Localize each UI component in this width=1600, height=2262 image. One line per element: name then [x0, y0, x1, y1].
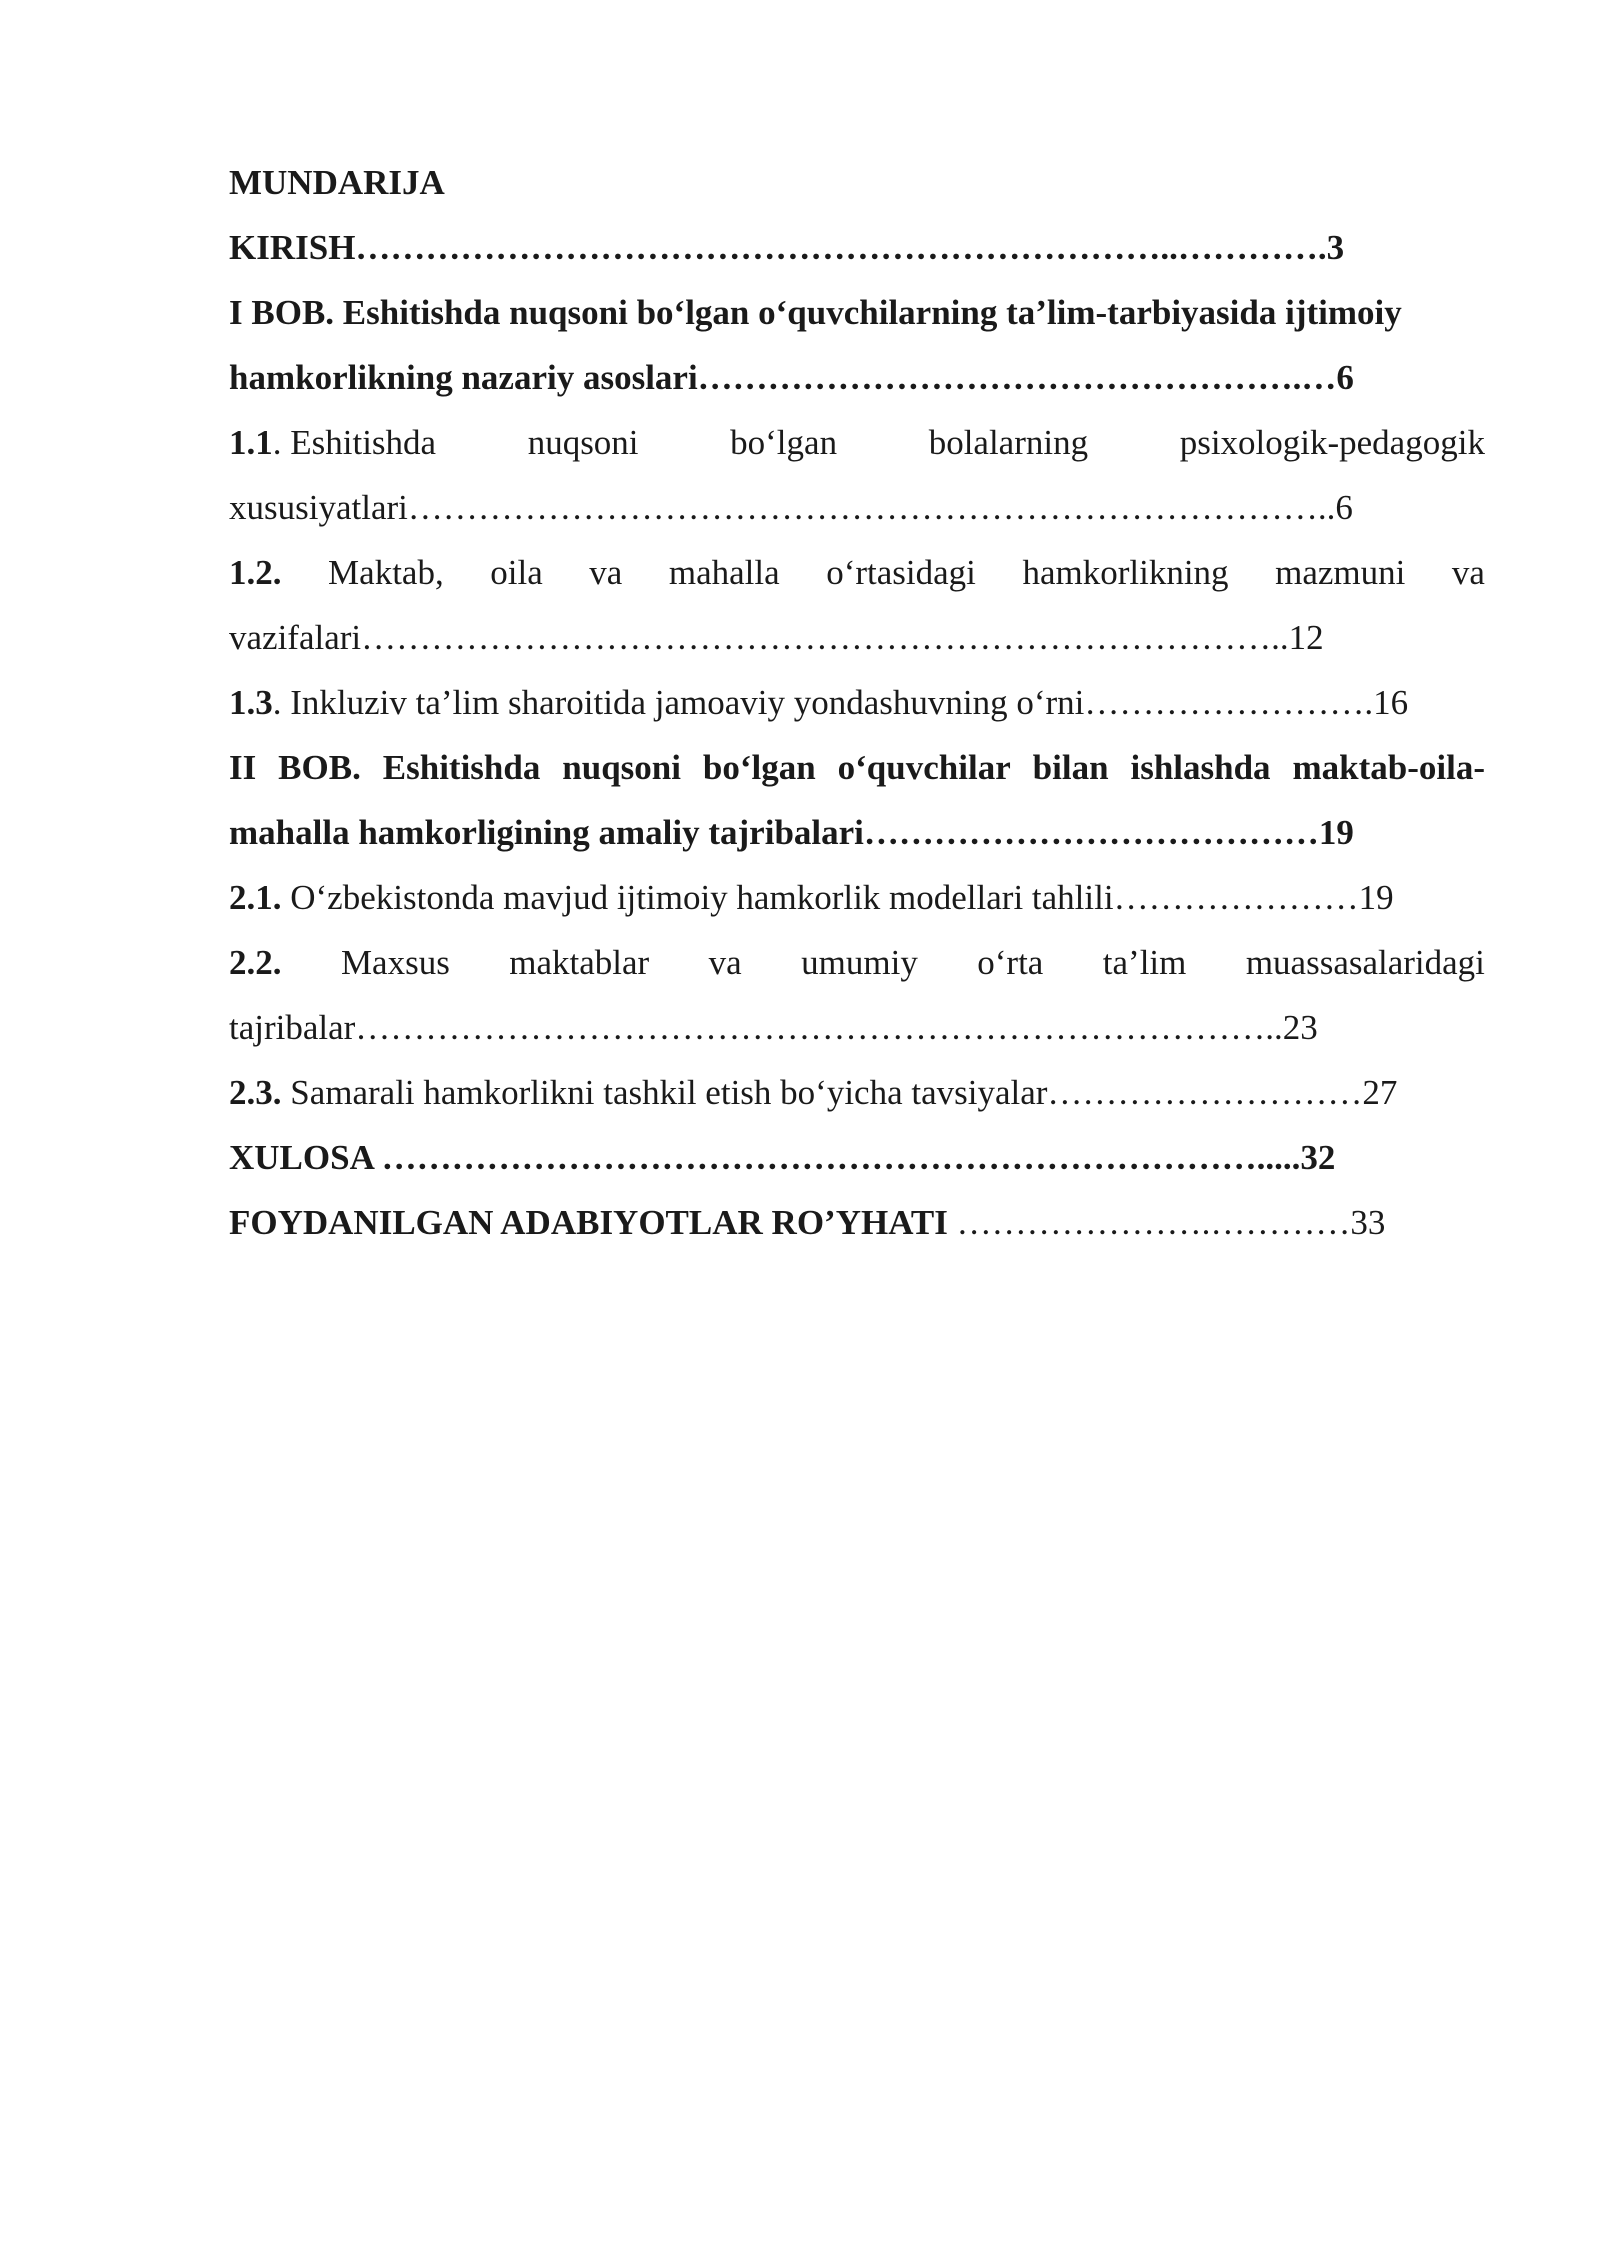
toc-entry-chapter-1-line-1: I BOB. Eshitishda nuqsoni bo‘lgan o‘quvchilarning ta’lim-tarbiyasida ijtimoiy — [229, 293, 1402, 332]
toc-entry-1-2-line-1: 1.2. Maktab, oila va mahalla o‘rtasidagi hamkorlikning mazmuni va — [229, 540, 1485, 605]
toc-entry-chapter-2-line-2: mahalla hamkorligining amaliy tajribalari…………………………………19 — [229, 813, 1354, 852]
section-number: 2.3. — [229, 1073, 282, 1112]
toc-entry-1-2-line-2: vazifalari……………………………………………………………………..12 — [229, 618, 1324, 657]
toc-entry-chapter-1-line-2: hamkorlikning nazariy asoslari…………………………………………….…6 — [229, 358, 1354, 397]
section-number: 1.2. — [229, 553, 282, 592]
table-of-contents — [229, 150, 1485, 1255]
toc-entry-1-1-line-1: 1.1. Eshitishda nuqsoni bo‘lgan bolalarning psixologik-pedagogik — [229, 423, 1485, 462]
toc-entry-2-2-line-1: 2.2. Maxsus maktablar va umumiy o‘rta ta’lim muassasalaridagi — [229, 930, 1485, 995]
toc-entry-2-2-line-2: tajribalar……………………………………………………………………..23 — [229, 1008, 1318, 1047]
section-number: 1.1 — [229, 423, 273, 462]
toc-title: MUNDARIJA — [229, 163, 445, 202]
toc-entry-2-1: 2.1. O‘zbekistonda mavjud ijtimoiy hamkorlik modellari tahlili…………………19 — [229, 878, 1394, 917]
section-number: 1.3 — [229, 683, 273, 722]
toc-entry-xulosa: XULOSA ………………………………………………………………….....32 — [229, 1138, 1336, 1177]
toc-entry-2-3: 2.3. Samarali hamkorlikni tashkil etish bo‘yicha tavsiyalar………………………27 — [229, 1073, 1398, 1112]
toc-entry-chapter-2-line-1: II BOB. Eshitishda nuqsoni bo‘lgan o‘quvchilar bilan ishlashda maktab-oila- — [229, 748, 1485, 787]
toc-entry-1-3: 1.3. Inkluziv ta’lim sharoitida jamoaviy yondashuvning o‘rni…………………….16 — [229, 683, 1409, 722]
section-number: 2.2. — [229, 943, 282, 982]
section-number: 2.1. — [229, 878, 282, 917]
toc-entry-adabiyotlar: FOYDANILGAN ADABIYOTLAR RO’YHATI ………………….…………33 — [229, 1203, 1386, 1242]
toc-entry-1-1-line-2: xususiyatlari……………………………………………………………………..6 — [229, 488, 1353, 527]
toc-entry-kirish: KIRISH……………………………………………………………..………….3 — [229, 228, 1345, 267]
